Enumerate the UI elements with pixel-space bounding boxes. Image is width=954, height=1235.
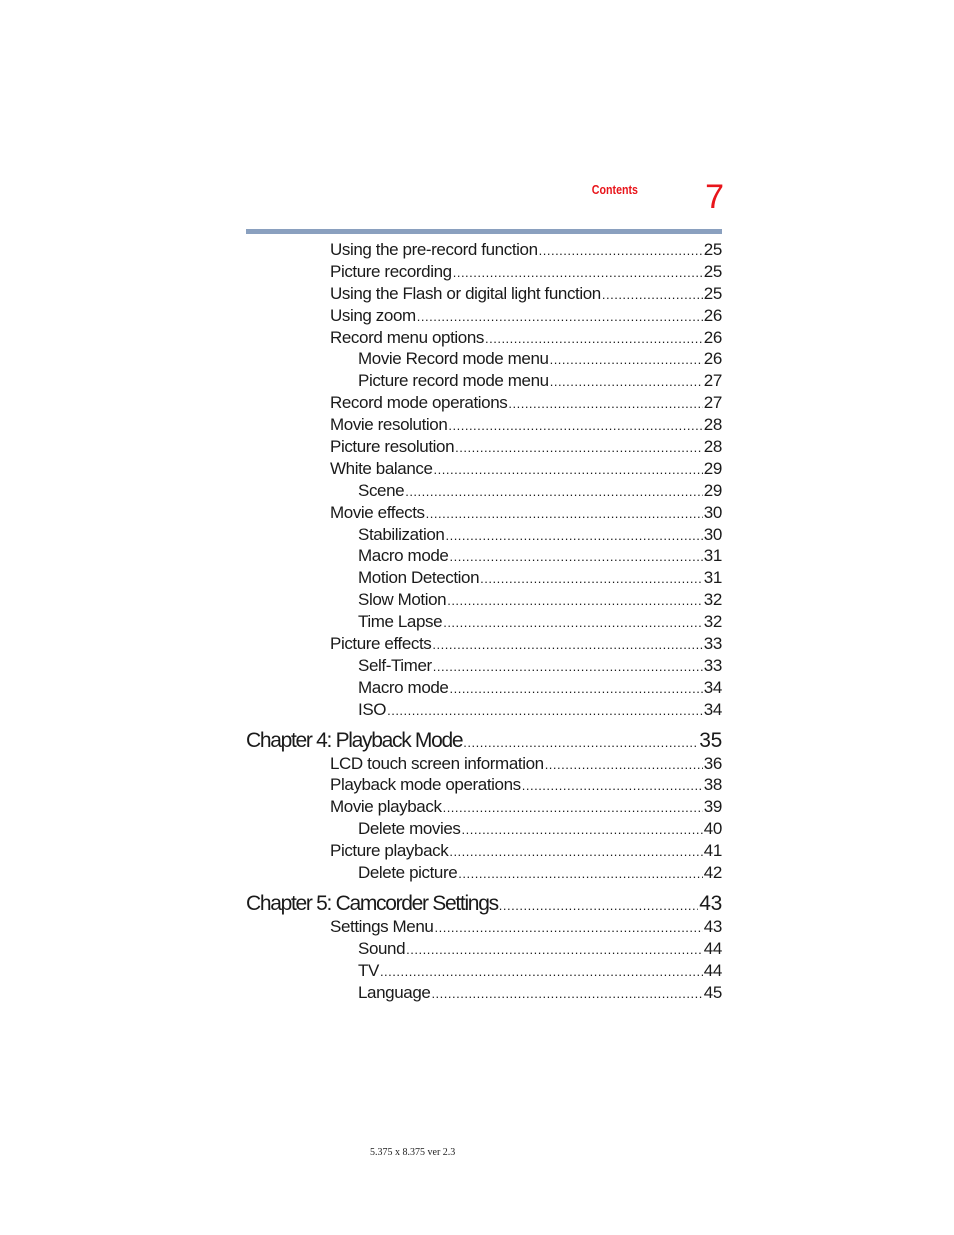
toc-entry-title: Chapter 5: Camcorder Settings bbox=[246, 891, 498, 915]
toc-entry-page: 28 bbox=[703, 415, 722, 435]
toc-entry-title: Picture effects bbox=[330, 634, 432, 654]
toc-entry[interactable] bbox=[330, 502, 722, 524]
toc-entry-page: 25 bbox=[703, 240, 722, 259]
toc-entry-title: Delete movies bbox=[358, 819, 461, 839]
toc-entry-title: Picture record mode menu bbox=[358, 371, 549, 391]
toc-entry-page: 26 bbox=[703, 305, 722, 325]
toc-entry-title: TV bbox=[358, 960, 379, 980]
toc-entry-page: 31 bbox=[703, 568, 722, 588]
dot-leader bbox=[602, 284, 703, 306]
toc-entry[interactable] bbox=[358, 862, 722, 884]
toc-entry-page: 43 bbox=[699, 891, 722, 915]
toc-entry-page: 34 bbox=[703, 699, 722, 719]
toc-entry-page: 45 bbox=[703, 982, 722, 1002]
toc-entry-title: Settings Menu bbox=[330, 916, 434, 936]
toc-entry[interactable] bbox=[330, 753, 722, 775]
toc-entry-title: Chapter 4: Playback Mode bbox=[246, 728, 463, 752]
toc-chapter-entry[interactable] bbox=[246, 728, 722, 753]
toc-entry[interactable] bbox=[358, 982, 722, 1004]
toc-entry[interactable] bbox=[358, 938, 722, 960]
toc-entry-title: Picture resolution bbox=[330, 437, 455, 457]
toc-entry-title: Language bbox=[358, 982, 431, 1002]
toc-entry-page: 44 bbox=[703, 938, 722, 958]
toc-entry[interactable] bbox=[330, 458, 722, 480]
dot-leader bbox=[463, 730, 698, 755]
toc-entry[interactable] bbox=[330, 774, 722, 796]
dot-leader bbox=[449, 841, 702, 863]
dot-leader bbox=[455, 437, 703, 459]
dot-leader bbox=[426, 503, 703, 525]
toc-entry[interactable] bbox=[358, 655, 722, 677]
toc-entry[interactable] bbox=[330, 796, 722, 818]
toc-entry-title: Movie playback bbox=[330, 797, 442, 817]
toc-entry-page: 27 bbox=[703, 393, 722, 413]
toc-entry-page: 40 bbox=[703, 819, 722, 839]
toc-entry[interactable] bbox=[358, 370, 722, 392]
toc-entry-title: Using zoom bbox=[330, 305, 416, 325]
dot-leader bbox=[458, 863, 702, 885]
dot-leader bbox=[545, 754, 703, 776]
dot-leader bbox=[539, 240, 703, 262]
toc-entry-title: Stabilization bbox=[358, 524, 445, 544]
dot-leader bbox=[443, 797, 703, 819]
toc-entry-page: 30 bbox=[703, 524, 722, 544]
dot-leader bbox=[448, 415, 702, 437]
dot-leader bbox=[447, 590, 702, 612]
toc-entry[interactable] bbox=[330, 414, 722, 436]
toc-entry-page: 44 bbox=[703, 960, 722, 980]
toc-entry[interactable] bbox=[330, 239, 722, 261]
toc-entry-page: 29 bbox=[703, 458, 722, 478]
toc-entry-title: Macro mode bbox=[358, 546, 449, 566]
toc-entry-page: 43 bbox=[703, 916, 722, 936]
dot-leader bbox=[417, 306, 703, 328]
toc-entry[interactable] bbox=[358, 677, 722, 699]
toc-entry-title: Using the Flash or digital light function bbox=[330, 283, 601, 303]
table-of-contents bbox=[0, 239, 954, 1004]
toc-entry[interactable] bbox=[358, 524, 722, 546]
toc-entry[interactable] bbox=[358, 960, 722, 982]
toc-entry-page: 42 bbox=[703, 863, 722, 883]
dot-leader bbox=[445, 525, 702, 547]
toc-entry-page: 41 bbox=[703, 841, 722, 861]
toc-entry[interactable] bbox=[358, 480, 722, 502]
dot-leader bbox=[480, 568, 703, 590]
toc-entry[interactable] bbox=[358, 348, 722, 370]
toc-entry-page: 25 bbox=[703, 261, 722, 281]
toc-entry[interactable] bbox=[330, 916, 722, 938]
toc-entry-page: 31 bbox=[703, 546, 722, 566]
toc-entry[interactable] bbox=[330, 436, 722, 458]
dot-leader bbox=[508, 393, 702, 415]
toc-entry[interactable] bbox=[358, 818, 722, 840]
footer-note: 5.375 x 8.375 ver 2.3 bbox=[370, 1147, 456, 1158]
header-rule bbox=[246, 229, 722, 234]
toc-entry[interactable] bbox=[358, 589, 722, 611]
page-number: 7 bbox=[705, 178, 724, 216]
toc-entry-title: Macro mode bbox=[358, 677, 449, 697]
toc-entry-page: 38 bbox=[703, 775, 722, 795]
header-section-label: Contents bbox=[591, 182, 638, 197]
toc-chapter-entry[interactable] bbox=[246, 891, 722, 916]
toc-entry-title: Playback mode operations bbox=[330, 775, 521, 795]
dot-leader bbox=[443, 612, 702, 634]
dot-leader bbox=[449, 546, 702, 568]
toc-entry-title: Time Lapse bbox=[358, 612, 443, 632]
toc-entry-title: LCD touch screen information bbox=[330, 753, 544, 773]
toc-entry-page: 26 bbox=[703, 349, 722, 369]
toc-entry[interactable] bbox=[358, 611, 722, 633]
toc-entry-title: Record menu options bbox=[330, 327, 484, 347]
dot-leader bbox=[449, 678, 702, 700]
dot-leader bbox=[387, 700, 703, 722]
dot-leader bbox=[406, 939, 703, 961]
toc-entry[interactable] bbox=[330, 392, 722, 414]
dot-leader bbox=[499, 893, 698, 918]
dot-leader bbox=[405, 481, 702, 503]
toc-entry-page: 26 bbox=[703, 327, 722, 347]
toc-entry-title: Movie effects bbox=[330, 502, 425, 522]
toc-entry-title: Delete picture bbox=[358, 863, 458, 883]
dot-leader bbox=[550, 349, 703, 371]
toc-entry-title: White balance bbox=[330, 458, 433, 478]
dot-leader bbox=[522, 775, 703, 797]
toc-entry-page: 27 bbox=[703, 371, 722, 391]
toc-entry[interactable] bbox=[358, 545, 722, 567]
toc-entry-title: Scene bbox=[358, 480, 405, 500]
toc-entry-title: Movie Record mode menu bbox=[358, 349, 549, 369]
toc-entry-title: Motion Detection bbox=[358, 568, 480, 588]
toc-entry-page: 25 bbox=[703, 283, 722, 303]
toc-entry-page: 32 bbox=[703, 590, 722, 610]
toc-entry-page: 33 bbox=[703, 634, 722, 654]
toc-entry-page: 36 bbox=[703, 753, 722, 773]
dot-leader bbox=[453, 262, 703, 284]
toc-entry[interactable] bbox=[330, 305, 722, 327]
toc-entry-title: Slow Motion bbox=[358, 590, 447, 610]
toc-entry-title: Picture recording bbox=[330, 261, 452, 281]
toc-entry-title: Record mode operations bbox=[330, 393, 508, 413]
dot-leader bbox=[431, 983, 702, 1005]
toc-entry-page: 30 bbox=[703, 502, 722, 522]
toc-entry-title: Sound bbox=[358, 938, 406, 958]
toc-entry[interactable] bbox=[330, 283, 722, 305]
toc-entry-page: 34 bbox=[703, 677, 722, 697]
dot-leader bbox=[432, 634, 702, 656]
toc-entry-page: 28 bbox=[703, 437, 722, 457]
dot-leader bbox=[434, 459, 703, 481]
toc-entry-title: Using the pre-record function bbox=[330, 240, 538, 259]
toc-entry[interactable] bbox=[358, 699, 722, 721]
toc-entry[interactable] bbox=[358, 567, 722, 589]
toc-entry[interactable] bbox=[330, 261, 722, 283]
toc-entry[interactable] bbox=[330, 633, 722, 655]
dot-leader bbox=[550, 371, 703, 393]
toc-entry-title: Picture playback bbox=[330, 841, 449, 861]
toc-entry-page: 32 bbox=[703, 612, 722, 632]
toc-entry[interactable] bbox=[330, 327, 722, 349]
dot-leader bbox=[485, 328, 703, 350]
dot-leader bbox=[434, 917, 702, 939]
toc-entry-page: 35 bbox=[699, 728, 722, 752]
dot-leader bbox=[380, 961, 703, 983]
toc-entry-page: 39 bbox=[703, 797, 722, 817]
toc-entry[interactable] bbox=[330, 840, 722, 862]
dot-leader bbox=[433, 656, 703, 678]
toc-entry-title: Movie resolution bbox=[330, 415, 448, 435]
toc-entry-page: 33 bbox=[703, 655, 722, 675]
dot-leader bbox=[462, 819, 703, 841]
toc-entry-title: ISO bbox=[358, 699, 387, 719]
toc-entry-page: 29 bbox=[703, 480, 722, 500]
toc-entry-title: Self-Timer bbox=[358, 655, 432, 675]
